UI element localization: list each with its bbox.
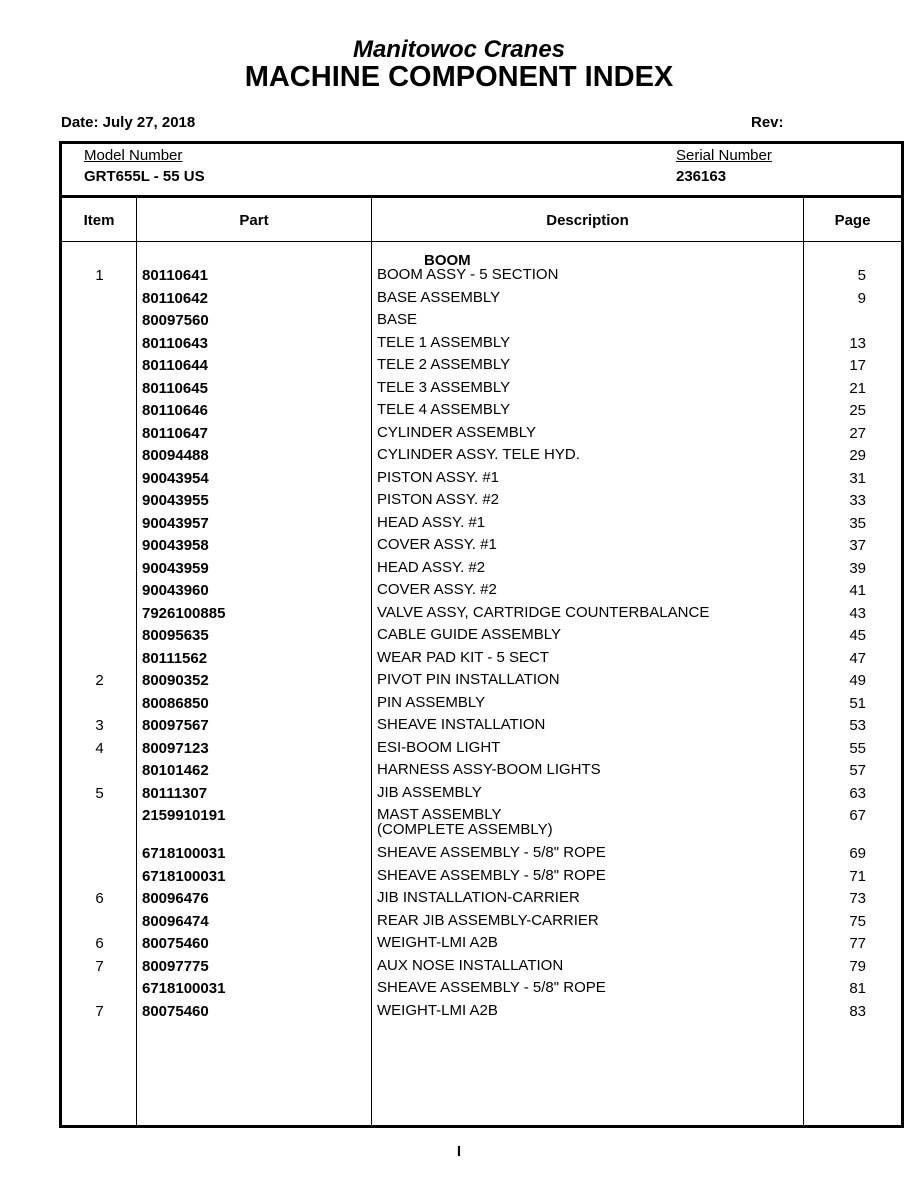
description-cell: AUX NOSE INSTALLATION [377,956,564,974]
page-cell: 45 [849,627,866,644]
description-cell: REAR JIB ASSEMBLY-CARRIER [377,911,599,929]
page-cell: 53 [849,717,866,734]
item-cell: 5 [95,784,104,802]
item-cell: 6 [95,935,104,952]
part-number-cell: 80111562 [142,649,208,667]
item-cell: 7 [95,957,104,975]
table-row [62,560,901,582]
item-cell: 3 [95,717,104,734]
page-cell: 81 [849,980,866,997]
description-cell-continued: (COMPLETE ASSEMBLY) [377,821,553,838]
table-row [62,958,901,980]
description-cell: COVER ASSY. #2 [377,581,497,598]
part-number-cell: 90043957 [142,514,209,532]
part-number-cell: 80097123 [142,739,209,757]
page-cell: 43 [849,604,866,622]
table-row [62,357,901,379]
page-cell: 9 [857,289,866,307]
description-cell: JIB INSTALLATION-CARRIER [377,889,580,906]
page-cell: 25 [849,402,866,419]
part-number-cell: 80111307 [142,784,208,802]
part-number-cell: 80095635 [142,627,209,644]
table-row [62,537,901,559]
description-cell: PISTON ASSY. #2 [377,491,500,508]
page-cell: 55 [849,739,866,757]
table-row [62,806,901,838]
item-cell: 1 [95,267,104,284]
part-number-cell: 80097567 [142,717,209,734]
item-cell: 2 [95,672,104,689]
page-cell: 41 [849,582,866,599]
company-name: Manitowoc Cranes [352,36,566,63]
description-cell: CABLE GUIDE ASSEMBLY [377,626,561,643]
part-number-cell: 6718100031 [142,867,226,885]
page-cell: 51 [849,694,866,712]
description-cell: PIVOT PIN INSTALLATION [377,671,560,688]
description-cell: MAST ASSEMBLY [377,806,502,823]
description-cell: PIN ASSEMBLY [377,693,486,711]
page-cell: 63 [849,784,866,802]
table-row [62,290,901,312]
description-cell: HEAD ASSY. #1 [377,513,486,531]
part-number-cell: 80094488 [142,447,209,464]
table-row [62,890,901,912]
description-cell: SHEAVE INSTALLATION [377,716,546,733]
page-cell: 35 [849,514,866,532]
description-cell: PISTON ASSY. #1 [377,468,500,486]
table-row [62,868,901,890]
part-number-cell: 80110647 [142,424,208,442]
description-cell: SHEAVE ASSEMBLY - 5/8" ROPE [377,979,606,996]
table-row [62,717,901,739]
description-cell: JIB ASSEMBLY [377,783,482,801]
table-row [62,515,901,537]
table-row [62,380,901,402]
description-cell: WEAR PAD KIT - 5 SECT [377,648,549,666]
page-cell: 57 [849,762,866,779]
col-header-description: Description [546,212,629,229]
table-row [62,335,901,357]
description-cell: BOOM ASSY - 5 SECTION [377,266,559,283]
page-cell: 37 [849,537,866,554]
col-header-item: Item [83,212,115,229]
part-number-cell: 80101462 [142,762,209,779]
part-number-cell: 80075460 [142,935,209,952]
serial-number-label: Serial Number [676,147,772,164]
col-header-part: Part [239,212,269,229]
page-cell: 39 [849,559,866,577]
part-number-cell: 90043959 [142,559,209,577]
part-number-cell: 90043960 [142,582,209,599]
page-cell: 73 [849,890,866,907]
page-cell: 67 [849,807,866,824]
page-cell: 13 [849,334,866,352]
part-number-cell: 80110642 [142,289,208,307]
description-cell: BASE [377,311,418,328]
description-cell: TELE 4 ASSEMBLY [377,401,511,418]
description-cell: HEAD ASSY. #2 [377,558,486,576]
index-table [59,141,904,1128]
col-header-page: Page [834,212,871,229]
table-row [62,492,901,514]
table-row [62,762,901,784]
model-number-value: GRT655L - 55 US [84,168,205,185]
page-cell: 77 [849,935,866,952]
description-cell: CYLINDER ASSEMBLY [377,423,536,441]
page-cell: 71 [849,867,866,885]
part-number-cell: 80110641 [142,267,208,284]
model-number-label: Model Number [84,147,183,164]
date-label: Date: July 27, 2018 [61,114,196,131]
description-cell: BASE ASSEMBLY [377,288,501,306]
item-cell: 6 [95,890,104,907]
part-number-cell: 80086850 [142,694,209,712]
rev-label: Rev: [751,114,784,131]
section-title: BOOM [424,252,471,269]
page-cell: 17 [849,357,866,374]
table-row [62,312,901,334]
table-row [62,627,901,649]
description-cell: TELE 3 ASSEMBLY [377,378,511,396]
part-number-cell: 80090352 [142,672,209,689]
page-cell: 29 [849,447,866,464]
page-cell: 49 [849,672,866,689]
part-number-cell: 90043955 [142,492,209,509]
page-number: I [456,1143,462,1160]
part-number-cell: 80110644 [142,357,208,374]
table-row [62,425,901,447]
table-row [62,935,901,957]
description-cell: WEIGHT-LMI A2B [377,934,498,951]
part-number-cell: 80110645 [142,379,208,397]
page-cell: 5 [857,267,866,284]
table-row [62,1003,901,1025]
table-row [62,447,901,469]
part-number-cell: 80097560 [142,312,209,329]
header-divider [62,241,901,242]
description-cell: VALVE ASSY, CARTRIDGE COUNTERBALANCE [377,603,710,621]
page-title: MACHINE COMPONENT INDEX [244,61,674,93]
description-cell: COVER ASSY. #1 [377,536,497,553]
table-row [62,672,901,694]
page-cell: 75 [849,912,866,930]
table-row [62,695,901,717]
description-cell: TELE 2 ASSEMBLY [377,356,511,373]
table-row [62,845,901,867]
page-cell: 69 [849,845,866,862]
description-cell: ESI-BOOM LIGHT [377,738,501,756]
description-cell: TELE 1 ASSEMBLY [377,333,511,351]
table-row [62,740,901,762]
page-cell: 79 [849,957,866,975]
table-row [62,402,901,424]
table-row [62,913,901,935]
part-number-cell: 90043958 [142,537,209,554]
page-cell: 21 [849,379,866,397]
description-cell: HARNESS ASSY-BOOM LIGHTS [377,761,601,778]
page-cell: 27 [849,424,866,442]
description-cell: CYLINDER ASSY. TELE HYD. [377,446,580,463]
part-number-cell: 80096476 [142,890,209,907]
description-cell: SHEAVE ASSEMBLY - 5/8" ROPE [377,844,606,861]
page-cell: 83 [849,1002,866,1020]
part-number-cell: 80110643 [142,334,208,352]
table-row [62,785,901,807]
part-number-cell: 80110646 [142,402,208,419]
description-cell: SHEAVE ASSEMBLY - 5/8" ROPE [377,866,606,884]
part-number-cell: 80096474 [142,912,209,930]
page-cell: 47 [849,649,866,667]
part-number-cell: 80075460 [142,1002,209,1020]
page-cell: 33 [849,492,866,509]
serial-number-value: 236163 [676,168,727,185]
part-number-cell: 6718100031 [142,845,226,862]
part-number-cell: 90043954 [142,469,209,487]
part-number-cell: 7926100885 [142,604,226,622]
info-divider [62,195,901,198]
part-number-cell: 2159910191 [142,807,226,824]
item-cell: 4 [95,739,104,757]
table-row [62,582,901,604]
item-cell: 7 [95,1002,104,1020]
description-cell: WEIGHT-LMI A2B [377,1001,498,1019]
part-number-cell: 80097775 [142,957,209,975]
table-row [62,605,901,627]
table-row [62,267,901,289]
table-row [62,470,901,492]
table-row [62,980,901,1002]
table-row [62,650,901,672]
part-number-cell: 6718100031 [142,980,226,997]
page-cell: 31 [849,469,866,487]
